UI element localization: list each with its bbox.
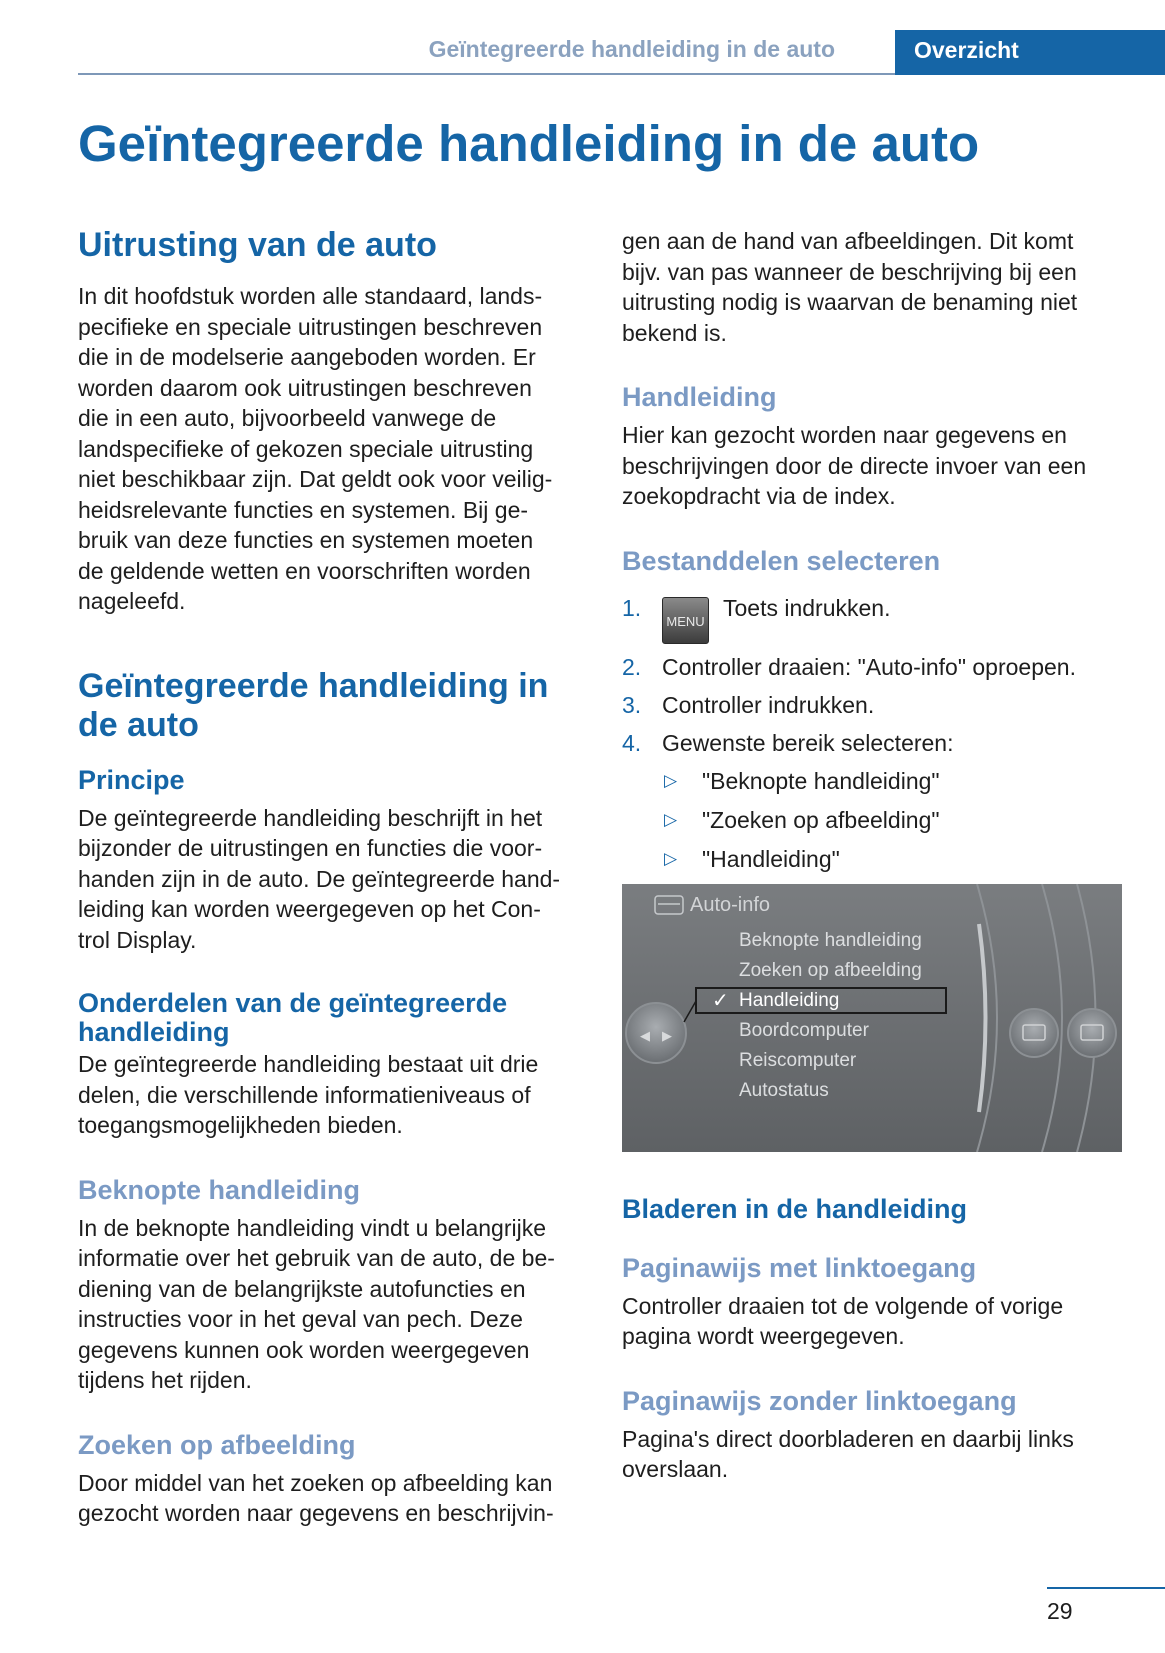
step-2 — [622, 652, 1112, 682]
car-knob-icon — [1068, 1009, 1116, 1057]
sub-option-zoeken — [662, 805, 1112, 835]
heading-onderdelen: Onderdelen van de geïntegreerde handleiding — [78, 988, 508, 1047]
left-column — [78, 226, 578, 1529]
step-text: Toets indrukken. — [722, 594, 891, 621]
para-uitrusting: In dit hoofdstuk worden alle standaard, lands- pecifieke en speciale uitrustingen beschreven die in de modelserie aangeboden worden. Er worden daarom ook uitrustingen beschreven die in een auto, bijvoorbeeld vanwege de landspecifieke of gekozen speciale uitrusting niet beschikbaar zijn. Dat geldt ook voor veilig- heidsrelevante functies en systemen. Bij ge- bruik van deze functies en systemen moeten de geldende wetten en voorschriften worden nageleefd. — [78, 283, 553, 614]
heading-bladeren: Bladeren in de handleiding — [622, 1193, 968, 1224]
screen-menu-item: Zoeken op afbeelding — [739, 959, 922, 981]
step-number: 3. — [622, 691, 642, 718]
heading-principe: Principe — [78, 764, 185, 795]
step-3 — [622, 690, 1112, 720]
heading-beknopte: Beknopte handleiding — [78, 1174, 361, 1205]
step-1 — [622, 593, 1112, 644]
step-4 — [622, 728, 1112, 758]
heading-handleiding: Handleiding — [622, 382, 777, 412]
section-tab: Overzicht — [895, 30, 1165, 75]
step-text: Controller indrukken. — [662, 691, 875, 718]
screen-title: Auto-info — [690, 893, 771, 916]
step-text: Gewenste bereik selecteren: — [662, 729, 954, 756]
screen-menu-item: Beknopte handleiding — [739, 929, 922, 951]
triangle-bullet-icon: ▷ — [664, 770, 678, 790]
check-icon: ✓ — [712, 987, 729, 1012]
controller-knob-left — [626, 1003, 686, 1063]
sub-options-list — [622, 766, 1112, 874]
sub-option-beknopte — [662, 766, 1112, 796]
heading-met-linktoegang: Paginawijs met linktoegang — [622, 1252, 977, 1283]
sub-option-text: "Handleiding" — [702, 845, 840, 872]
info-knob-icon — [1010, 1009, 1058, 1057]
footer-rule — [1047, 1587, 1165, 1589]
screen-menu-item: Reiscomputer — [739, 1049, 857, 1071]
screen-menu-item: Autostatus — [739, 1079, 829, 1101]
triangle-bullet-icon: ▷ — [664, 848, 678, 868]
heading-zonder-linktoegang: Paginawijs zonder linktoegang — [622, 1385, 1017, 1416]
sub-option-text: "Zoeken op afbeelding" — [702, 806, 940, 833]
para-zonder-linktoegang: Pagina's direct doorbladeren en daarbij links overslaan. — [622, 1425, 1074, 1482]
steps-list — [622, 593, 1112, 758]
running-header-title: Geïntegreerde handleiding in de auto — [428, 36, 835, 62]
para-zoeken: Door middel van het zoeken op afbeelding kan gezocht worden naar gegevens en beschrijvin- — [78, 1469, 554, 1526]
para-zoeken-continued: gen aan de hand van afbeeldingen. Dit komt bijv. van pas wanneer de beschrijving bij een uitrusting nodig is waarvan de benaming niet bekend is. — [622, 228, 1078, 346]
heading-uitrusting: Uitrusting van de auto — [78, 226, 437, 264]
step-number: 2. — [622, 653, 642, 680]
arrow-left-icon: ◀ — [640, 1028, 650, 1044]
para-onderdelen: De geïntegreerde handleiding bestaat uit drie delen, die verschillende informatieniveaus of toegangsmogelijkheden bieden. — [78, 1051, 539, 1138]
heading-zoeken: Zoeken op afbeelding — [78, 1429, 356, 1460]
screen-menu-item: Handleiding — [739, 989, 840, 1011]
sub-option-text: "Beknopte handleiding" — [702, 767, 940, 794]
step-number: 4. — [622, 729, 642, 756]
page-number: 29 — [1047, 1598, 1073, 1624]
arrow-right-icon: ▶ — [662, 1028, 672, 1044]
right-column — [622, 226, 1112, 1485]
para-beknopte: In de beknopte handleiding vindt u belangrijke informatie over het gebruik van de auto, de be- diening van de belangrijkste autofuncties en instructies voor in het geval van pech. Deze gegevens kunnen ook worden weergegeven tijdens het rijden. — [78, 1214, 555, 1393]
step-text: Controller draaien: "Auto-info" oproepen. — [662, 653, 1076, 680]
page-title: Geïntegreerde handleiding in de auto — [78, 115, 980, 172]
header-rule — [78, 73, 895, 75]
para-handleiding: Hier kan gezocht worden naar gegevens en beschrijvingen door de directe invoer van een zoekopdracht via de index. — [622, 422, 1087, 509]
heading-geintegreerde: Geïntegreerde handleiding in de auto — [78, 666, 549, 744]
menu-key-icon: MENU — [662, 597, 709, 644]
screen-menu-item: Boordcomputer — [739, 1019, 869, 1041]
triangle-bullet-icon: ▷ — [664, 809, 678, 829]
auto-info-screen — [622, 884, 1122, 1152]
step-number: 1. — [622, 594, 642, 621]
para-met-linktoegang: Controller draaien tot de volgende of vorige pagina wordt weergegeven. — [622, 1292, 1064, 1349]
heading-bestanddelen: Bestanddelen selecteren — [622, 545, 941, 576]
para-principe: De geïntegreerde handleiding beschrijft in het bijzonder de uitrustingen en functies die voor- handen zijn in de auto. De geïntegreerde hand- leiding kan worden weergegeven op het Con- trol Display. — [78, 804, 561, 953]
sub-option-handleiding — [662, 844, 1112, 874]
